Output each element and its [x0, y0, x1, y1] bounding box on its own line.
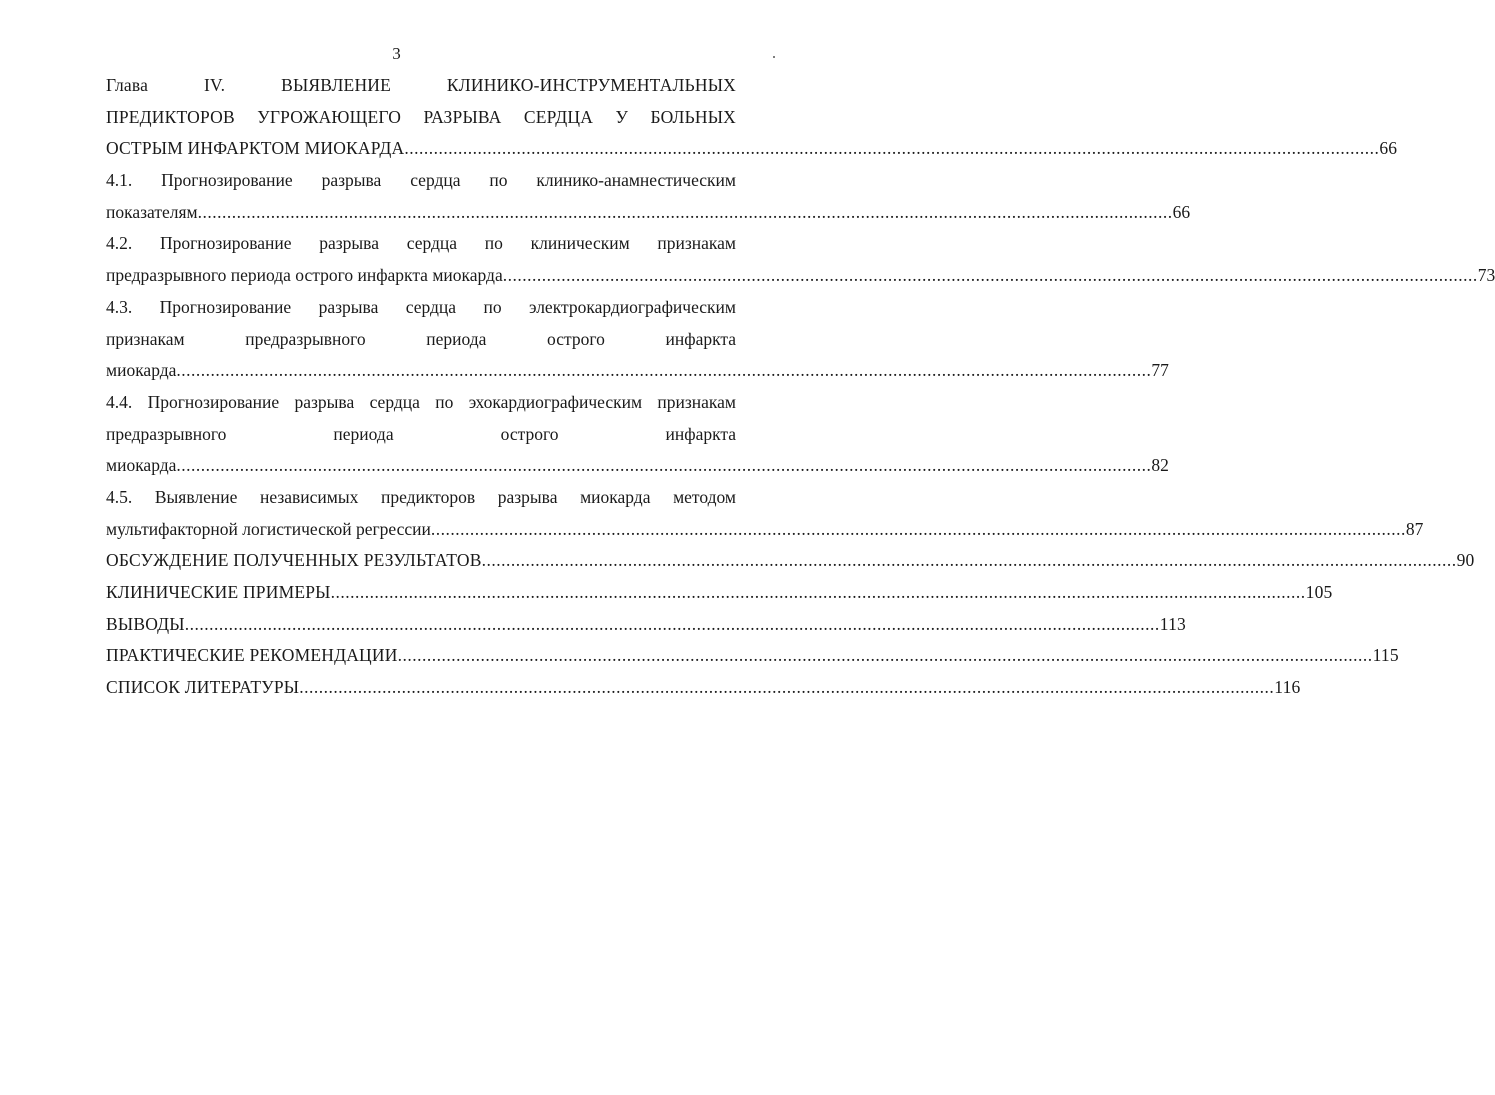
- toc-s4-2-line2: [106, 260, 1495, 292]
- dot-leader: ........................................................................................................................................................................................................: [299, 677, 1275, 698]
- dot-leader: ........................................................................................................................................................................................................: [397, 645, 1373, 666]
- toc-entry-text: СПИСОК ЛИТЕРАТУРЫ: [106, 677, 300, 698]
- toc-entry-text: ВЫВОДЫ: [106, 613, 185, 634]
- dot-leader: ........................................................................................................................................................................................................: [176, 360, 1152, 381]
- toc-page-ref: 66: [1379, 138, 1398, 159]
- page-number: 3: [392, 44, 401, 63]
- toc-page-ref: 82: [1151, 455, 1169, 476]
- toc-entry-text: миокарда: [106, 455, 177, 476]
- toc-references: [106, 672, 1301, 704]
- toc-page-ref: 77: [1151, 360, 1169, 381]
- toc-page-ref: 87: [1405, 518, 1424, 539]
- toc-s4-4-line1: 4.4. Прогнозирование разрыва сердца по эхокардиографическим признакам: [106, 391, 736, 412]
- toc-discussion: [106, 545, 1475, 577]
- toc-page-ref: 90: [1456, 550, 1475, 571]
- toc-s4-5-line1: 4.5. Выявление независимых предикторов разрыва миокарда методом: [106, 486, 736, 507]
- toc-entry-text: предразрывного периода острого инфаркта миокарда: [106, 265, 503, 286]
- toc-entry-text: ПРАКТИЧЕСКИЕ РЕКОМЕНДАЦИИ: [106, 645, 398, 666]
- table-of-contents: [106, 70, 1495, 704]
- toc-chapter4-line1: Глава IV. ВЫЯВЛЕНИЕ КЛИНИКО-ИНСТРУМЕНТАЛЬНЫХ: [106, 75, 736, 95]
- scan-speck: [773, 56, 775, 58]
- dot-leader: ........................................................................................................................................................................................................: [430, 518, 1406, 539]
- toc-entry-text: КЛИНИЧЕСКИЕ ПРИМЕРЫ: [106, 582, 331, 602]
- toc-s4-3-line2: признакам предразрывного периода острого инфаркта: [106, 328, 736, 349]
- dot-leader: ........................................................................................................................................................................................................: [404, 138, 1380, 159]
- toc-entry-text: ОБСУЖДЕНИЕ ПОЛУЧЕННЫХ РЕЗУЛЬТАТОВ: [106, 550, 482, 571]
- toc-page-ref: 115: [1372, 645, 1399, 666]
- toc-s4-1-line1: 4.1. Прогнозирование разрыва сердца по клинико-анамнестическим: [106, 170, 736, 191]
- toc-s4-1-line2: [106, 197, 1191, 229]
- dot-leader: ........................................................................................................................................................................................................: [481, 550, 1457, 571]
- toc-page-ref: 116: [1274, 677, 1301, 698]
- toc-clinical-cases: [106, 577, 1333, 609]
- dot-leader: ........................................................................................................................................................................................................: [176, 455, 1152, 476]
- dot-leader: ........................................................................................................................................................................................................: [197, 201, 1173, 222]
- dot-leader: ........................................................................................................................................................................................................: [330, 582, 1306, 602]
- toc-s4-3-line1: 4.3. Прогнозирование разрыва сердца по электрокардиографическим: [106, 296, 736, 317]
- toc-page-ref: 73: [1477, 265, 1495, 286]
- toc-page-ref: 113: [1159, 613, 1186, 634]
- toc-s4-4-line3: [106, 450, 1169, 482]
- toc-chapter4-line3: [106, 133, 1398, 165]
- dot-leader: ........................................................................................................................................................................................................: [184, 613, 1160, 634]
- toc-entry-text: показателям: [106, 201, 198, 222]
- dot-leader: ........................................................................................................................................................................................................: [502, 265, 1478, 286]
- toc-conclusions: [106, 609, 1186, 641]
- toc-s4-4-line2: предразрывного периода острого инфаркта: [106, 423, 736, 444]
- toc-page-ref: 105: [1305, 582, 1333, 602]
- toc-entry-text: мультифакторной логистической регрессии: [106, 518, 431, 539]
- toc-page-ref: 66: [1172, 201, 1191, 222]
- toc-s4-2-line1: 4.2. Прогнозирование разрыва сердца по клиническим признакам: [106, 233, 736, 254]
- toc-entry-text: миокарда: [106, 360, 177, 381]
- toc-recommendations: [106, 640, 1399, 672]
- toc-chapter4-line2: ПРЕДИКТОРОВ УГРОЖАЮЩЕГО РАЗРЫВА СЕРДЦА У БОЛЬНЫХ: [106, 106, 736, 127]
- toc-entry-text: ОСТРЫМ ИНФАРКТОМ МИОКАРДА: [106, 138, 405, 159]
- toc-s4-3-line3: [106, 355, 1169, 387]
- toc-s4-5-line2: [106, 514, 1424, 546]
